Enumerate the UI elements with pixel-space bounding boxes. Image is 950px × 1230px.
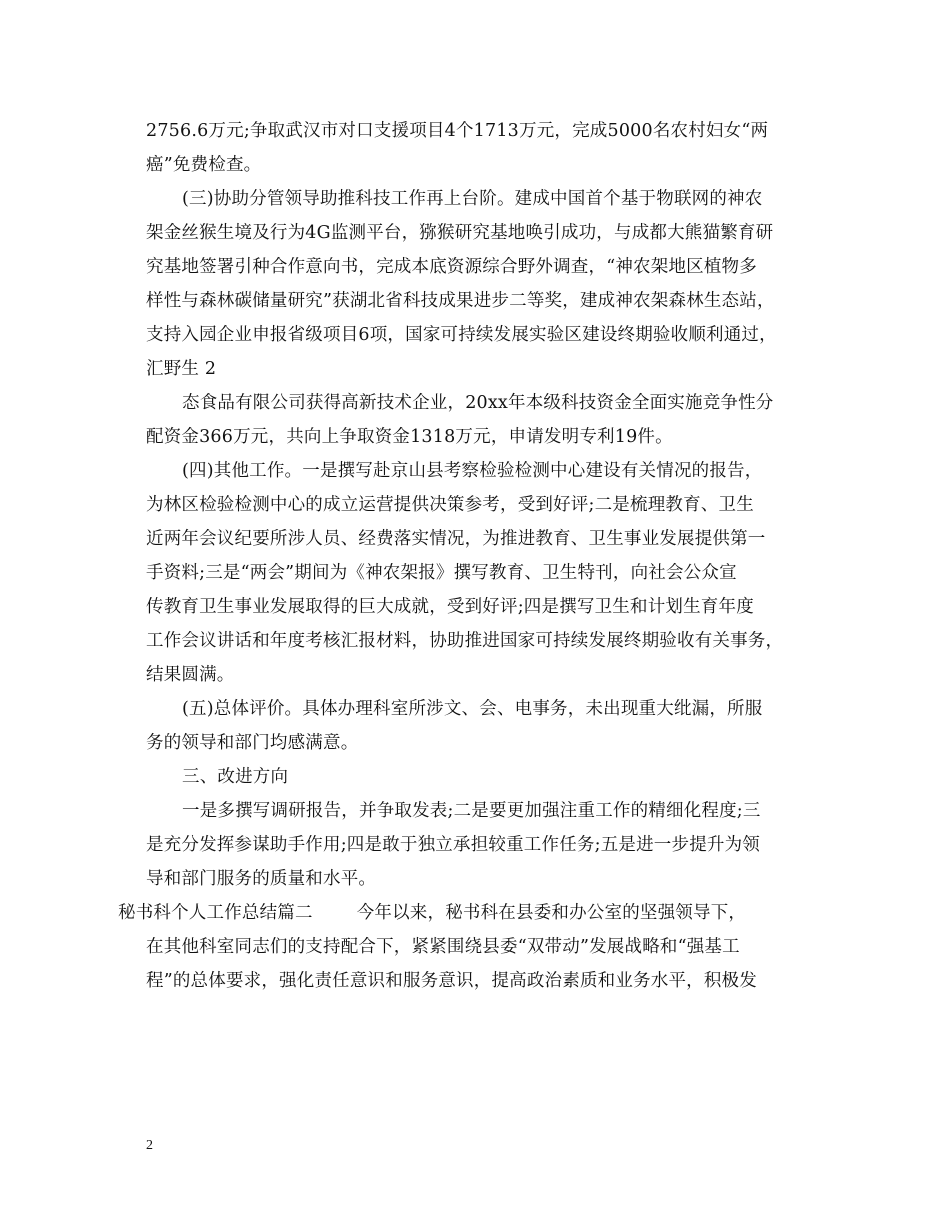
text-line: 究基地签署引种合作意向书，完成本底资源综合野外调查，“神农架地区植物多 (146, 257, 757, 277)
text-line: 是充分发挥参谋助手作用;四是敢于独立承担较重工作任务;五是进一步提升为领 (146, 835, 760, 855)
text-line: 近两年会议纪要所涉人员、经费落实情况，为推进教育、卫生事业发展提供第一 (146, 529, 766, 549)
paragraph-start-line: (四)其他工作。一是撰写赴京山县考察检验检测中心建设有关情况的报告， (182, 461, 763, 481)
paragraph-start-line: (五)总体评价。具体办理科室所涉文、会、电事务，未出现重大纰漏，所服 (182, 699, 763, 719)
subtitle: 秘书科个人工作总结篇二 (118, 903, 313, 923)
paragraph-start-line: 态食品有限公司获得高新技术企业，20xx年本级科技资金全面实施竞争性分 (182, 393, 774, 413)
subtitle-line (118, 903, 746, 923)
text-line: 手资料;三是“两会”期间为《神农架报》撰写教育、卫生特刊，向社会公众宣 (146, 563, 737, 583)
paragraph-start-line: (三)协助分管领导助推科技工作再上台阶。建成中国首个基于物联网的神农 (182, 189, 763, 209)
paragraph-start-line: 一是多撰写调研报告，并争取发表;二是要更加强注重工作的精细化程度;三 (182, 801, 761, 821)
subtitle-followup-text: 今年以来，秘书科在县委和办公室的坚强领导下， (356, 903, 747, 923)
text-line: 支持入园企业申报省级项目6项，国家可持续发展实验区建设终期验收顺利通过， (146, 325, 777, 345)
section-heading: 三、改进方向 (182, 767, 289, 787)
text-line: 导和部门服务的质量和水平。 (146, 869, 377, 889)
text-line: 结果圆满。 (146, 665, 235, 685)
text-line: 在其他科室同志们的支持配合下，紧紧围绕县委“双带动”发展战略和“强基工 (146, 937, 740, 957)
text-line: 务的领导和部门均感满意。 (146, 733, 359, 753)
text-line: 2756.6万元;争取武汉市对口支援项目4个1713万元，完成5000名农村妇女“两 (146, 121, 769, 141)
text-line: 样性与森林碳储量研究”获湖北省科技成果进步二等奖，建成神农架森林生态站， (146, 291, 775, 311)
text-line: 癌”免费检查。 (146, 155, 262, 175)
text-line: 配资金366万元，共向上争取资金1318万元，申请发明专利19件。 (146, 427, 673, 447)
text-line: 工作会议讲话和年度考核汇报材料，协助推进国家可持续发展终期验收有关事务， (146, 631, 784, 651)
text-line: 程”的总体要求，强化责任意识和服务意识，提高政治素质和业务水平，积极发 (146, 971, 757, 991)
text-line: 汇野生 2 (146, 359, 217, 379)
text-line: 传教育卫生事业发展取得的巨大成就，受到好评;四是撰写卫生和计划生育年度 (146, 597, 754, 617)
text-line: 架金丝猴生境及行为4G监测平台，猕猴研究基地唤引成功，与成都大熊猫繁育研 (146, 223, 774, 243)
text-line: 为林区检验检测中心的成立运营提供决策参考，受到好评;二是梳理教育、卫生 (146, 495, 754, 515)
page-number: 2 (146, 1138, 153, 1153)
